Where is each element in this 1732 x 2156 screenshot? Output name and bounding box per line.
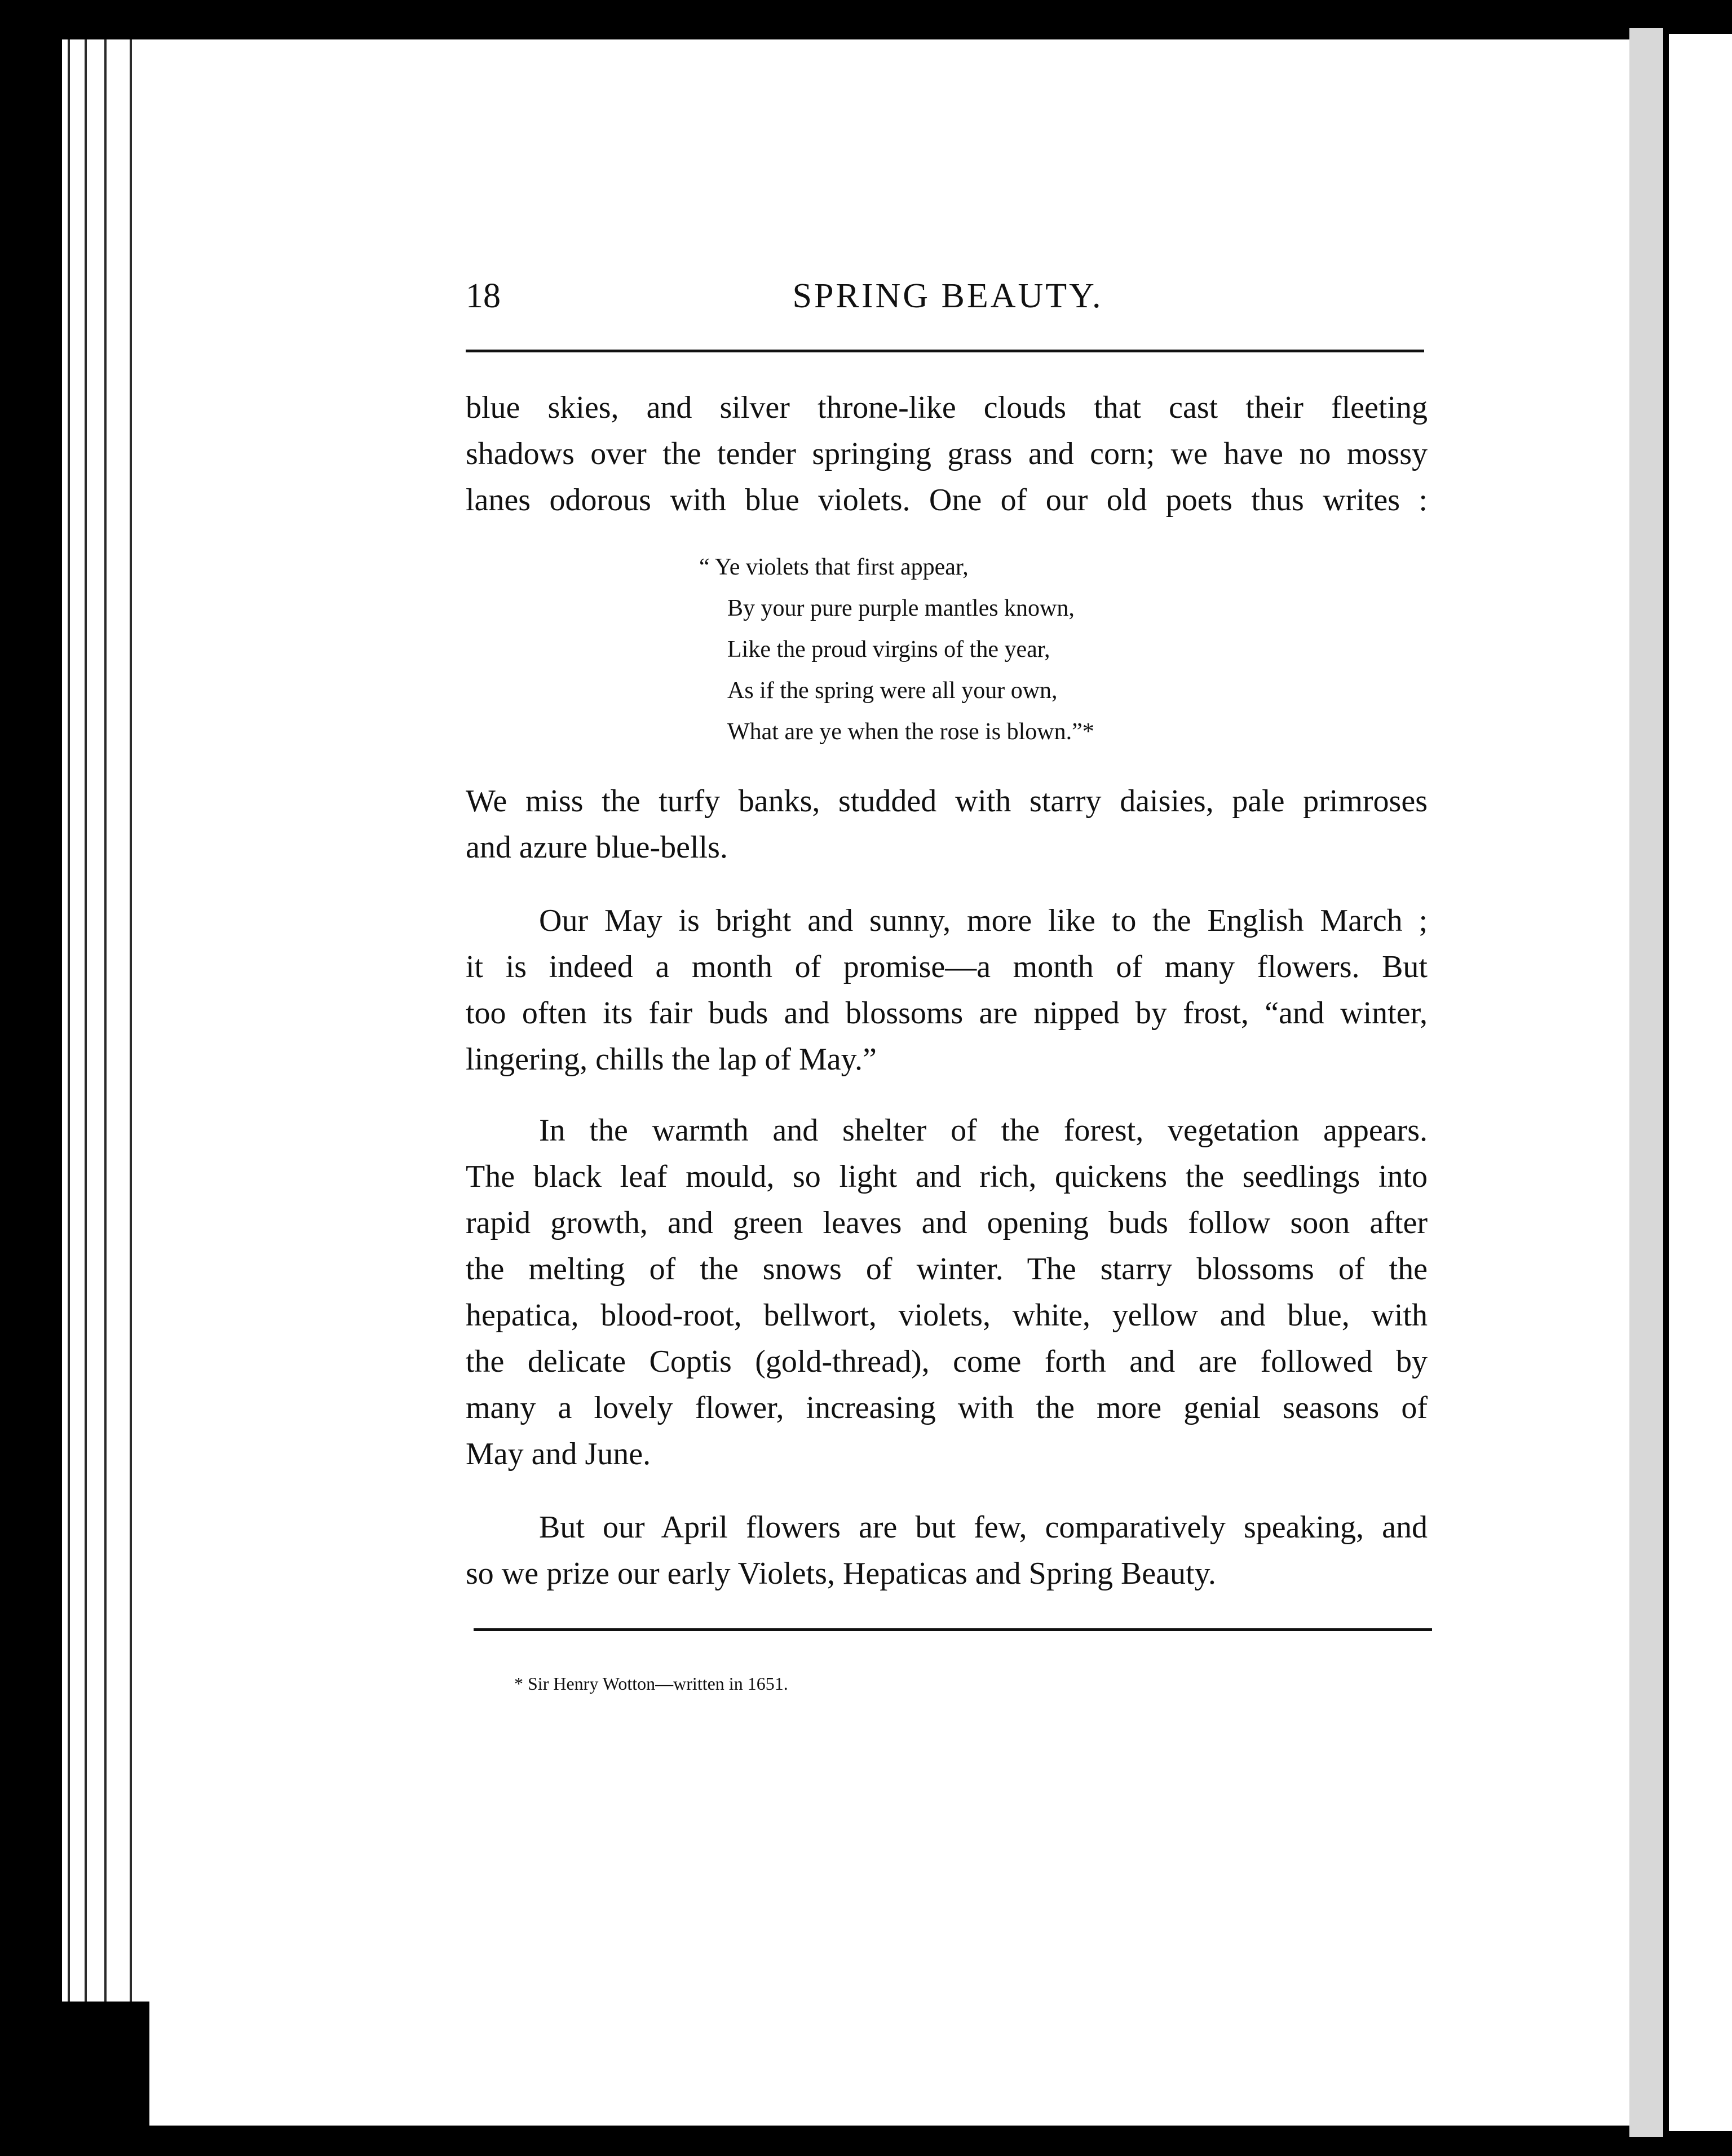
text-line: the melting of the snows of winter. The starry blossoms of the <box>466 1252 1428 1287</box>
poem-line: Like the proud virgins of the year, <box>727 637 1050 662</box>
paragraph-2 <box>466 778 1428 871</box>
text-line: shadows over the tender springing grass and corn; we have no mossy <box>466 436 1428 471</box>
footnote: * Sir Henry Wotton—written in 1651. <box>514 1673 788 1694</box>
text-line: and azure blue-bells. <box>466 830 728 865</box>
page-edge-line <box>130 39 132 2002</box>
poem-line: As if the spring were all your own, <box>727 678 1058 704</box>
text-line: May and June. <box>466 1437 651 1472</box>
footnote-rule <box>474 1628 1432 1631</box>
text-line: hepatica, blood-root, bellwort, violets, white, yellow and blue, with <box>466 1298 1428 1333</box>
paragraph-4 <box>466 1107 1428 1477</box>
book-gutter <box>1629 28 1663 2137</box>
text-line: We miss the turfy banks, studded with starry daisies, pale primroses <box>466 784 1428 819</box>
page-edge-line <box>104 39 107 2002</box>
page-edge-line <box>68 39 70 2002</box>
text-line: it is indeed a month of promise—a month of many flowers. But <box>466 949 1428 984</box>
text-line: But our April flowers are but few, comparatively speaking, and <box>539 1510 1428 1545</box>
text-line: The black leaf mould, so light and rich, quickens the seedlings into <box>466 1159 1428 1194</box>
facing-page-edge <box>1669 34 1732 2131</box>
text-line: too often its fair buds and blossoms are nipped by frost, “and winter, <box>466 996 1428 1031</box>
text-line: so we prize our early Violets, Hepaticas and Spring Beauty. <box>466 1556 1216 1591</box>
poem-quotation <box>699 547 1094 753</box>
page-edge-line <box>85 39 87 2002</box>
paragraph-3 <box>466 898 1428 1083</box>
poem-line: What are ye when the rose is blown.”* <box>727 719 1094 745</box>
book-page <box>149 39 1629 2126</box>
text-line: blue skies, and silver throne-like clouds that cast their fleeting <box>466 390 1428 425</box>
paragraph-5 <box>466 1504 1428 1597</box>
poem-line: “ Ye violets that first appear, <box>699 554 969 580</box>
page-number: 18 <box>466 277 501 315</box>
paragraph-1 <box>466 385 1428 523</box>
text-line: many a lovely flower, increasing with the more genial seasons of <box>466 1390 1428 1425</box>
page-header <box>466 271 1430 333</box>
header-rule <box>466 350 1424 352</box>
text-line: the delicate Coptis (gold-thread), come forth and are followed by <box>466 1344 1428 1379</box>
text-line: lanes odorous with blue violets. One of our old poets thus writes : <box>466 483 1428 518</box>
text-line: lingering, chills the lap of May.” <box>466 1042 877 1077</box>
text-line: Our May is bright and sunny, more like to the English March ; <box>539 903 1428 938</box>
text-line: In the warmth and shelter of the forest, vegetation appears. <box>539 1113 1428 1148</box>
text-line: rapid growth, and green leaves and opening buds follow soon after <box>466 1205 1428 1240</box>
running-head: SPRING BEAUTY. <box>792 277 1103 315</box>
poem-line: By your pure purple mantles known, <box>727 595 1075 621</box>
page-stack-left-edge <box>62 39 149 2002</box>
